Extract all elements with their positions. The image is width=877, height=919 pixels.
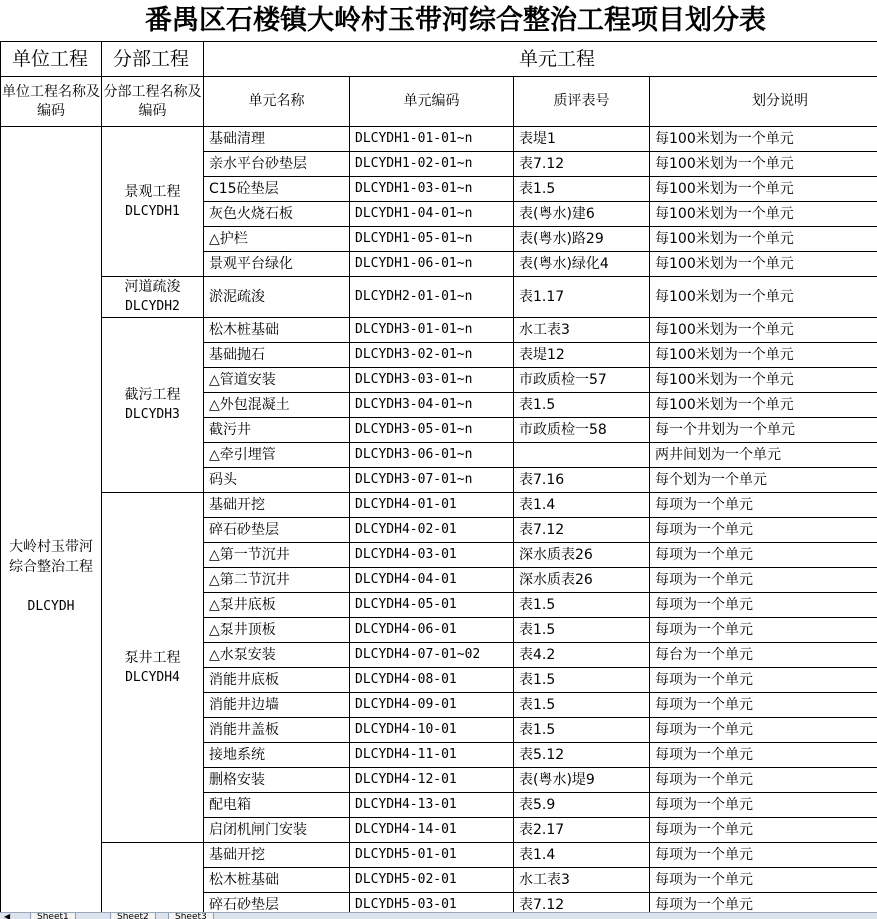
division-note-cell[interactable]: 每项为一个单元 xyxy=(650,843,877,868)
table-row xyxy=(1,318,877,343)
table-row xyxy=(1,843,877,868)
division-note-cell[interactable]: 每项为一个单元 xyxy=(650,793,877,818)
division-note-cell[interactable]: 每项为一个单元 xyxy=(650,543,877,568)
division-note-cell[interactable]: 每项为一个单元 xyxy=(650,818,877,843)
division-note-cell[interactable]: 每项为一个单元 xyxy=(650,568,877,593)
tab-first-icon[interactable]: ◀ xyxy=(4,913,14,919)
form-no-cell[interactable]: 水工表3 xyxy=(514,318,650,343)
element-code-cell[interactable]: DLCYDH4-07-01~02 xyxy=(350,643,514,668)
element-name-cell[interactable]: 亲水平台砂垫层 xyxy=(204,152,350,177)
element-name-cell[interactable]: 碎石砂垫层 xyxy=(204,893,350,913)
header-division-project[interactable]: 分部工程 xyxy=(102,42,204,77)
division-note-cell[interactable]: 每100米划为一个单元 xyxy=(650,127,877,152)
element-name-cell[interactable]: △第二节沉井 xyxy=(204,568,350,593)
element-code-cell[interactable]: DLCYDH1-04-01~n xyxy=(350,202,514,227)
sheet-tab-3[interactable]: Sheet3 xyxy=(168,913,214,919)
element-code-cell[interactable]: DLCYDH4-12-01 xyxy=(350,768,514,793)
element-code-cell[interactable]: DLCYDH3-04-01~n xyxy=(350,393,514,418)
form-no-cell[interactable]: 表1.5 xyxy=(514,668,650,693)
element-code-cell[interactable]: DLCYDH5-01-01 xyxy=(350,843,514,868)
form-no-cell[interactable]: 表2.17 xyxy=(514,818,650,843)
element-code-cell[interactable]: DLCYDH3-02-01~n xyxy=(350,343,514,368)
element-code-cell[interactable]: DLCYDH4-04-01 xyxy=(350,568,514,593)
table-row xyxy=(1,277,877,318)
form-no-cell[interactable] xyxy=(514,443,650,468)
element-code-cell[interactable]: DLCYDH2-01-01~n xyxy=(350,277,514,318)
element-name-cell[interactable]: △泵井顶板 xyxy=(204,618,350,643)
element-code-cell[interactable]: DLCYDH3-06-01~n xyxy=(350,443,514,468)
division-note-cell[interactable]: 每项为一个单元 xyxy=(650,693,877,718)
form-no-cell[interactable]: 表1.17 xyxy=(514,277,650,318)
header-division-note[interactable]: 划分说明 xyxy=(650,77,877,127)
form-no-cell[interactable]: 深水质表26 xyxy=(514,543,650,568)
division-name: 泵井工程 xyxy=(102,648,203,668)
element-code-cell[interactable]: DLCYDH5-02-01 xyxy=(350,868,514,893)
division-cell[interactable] xyxy=(102,493,204,843)
element-name-cell[interactable]: △护栏 xyxy=(204,227,350,252)
element-name-cell[interactable]: △牵引埋管 xyxy=(204,443,350,468)
element-code-cell[interactable]: DLCYDH1-06-01~n xyxy=(350,252,514,277)
table-row xyxy=(1,493,877,518)
element-code-cell[interactable]: DLCYDH3-05-01~n xyxy=(350,418,514,443)
element-code-cell[interactable]: DLCYDH3-03-01~n xyxy=(350,368,514,393)
form-no-cell[interactable]: 表1.5 xyxy=(514,393,650,418)
element-code-cell[interactable]: DLCYDH4-09-01 xyxy=(350,693,514,718)
element-name-cell[interactable]: 码头 xyxy=(204,468,350,493)
sheet-title[interactable]: 番禺区石楼镇大岭村玉带河综合整治工程项目划分表 xyxy=(1,0,877,42)
form-no-cell[interactable]: 表1.5 xyxy=(514,718,650,743)
header-element-name[interactable]: 单元名称 xyxy=(204,77,350,127)
form-no-cell[interactable]: 深水质表26 xyxy=(514,568,650,593)
element-name-cell[interactable]: 消能井盖板 xyxy=(204,718,350,743)
element-name-cell[interactable]: 基础清理 xyxy=(204,127,350,152)
unit-code: DLCYDH xyxy=(3,597,99,617)
element-name-cell[interactable]: △管道安装 xyxy=(204,368,350,393)
division-note-cell[interactable]: 每100米划为一个单元 xyxy=(650,393,877,418)
division-name: 河道疏浚 xyxy=(102,277,203,297)
division-note-cell[interactable]: 每100米划为一个单元 xyxy=(650,277,877,318)
element-name-cell[interactable]: 淤泥疏浚 xyxy=(204,277,350,318)
element-name-cell[interactable]: △外包混凝土 xyxy=(204,393,350,418)
division-note-cell[interactable]: 每项为一个单元 xyxy=(650,893,877,913)
element-name-cell[interactable]: 松木桩基础 xyxy=(204,868,350,893)
division-note-cell[interactable]: 每项为一个单元 xyxy=(650,518,877,543)
form-no-cell[interactable]: 表7.12 xyxy=(514,518,650,543)
element-name-cell[interactable]: 基础抛石 xyxy=(204,343,350,368)
element-name-cell[interactable]: △第一节沉井 xyxy=(204,543,350,568)
element-name-cell[interactable]: 启闭机闸门安装 xyxy=(204,818,350,843)
division-cell[interactable] xyxy=(102,277,204,318)
element-name-cell[interactable]: 灰色火烧石板 xyxy=(204,202,350,227)
element-name-cell[interactable]: △水泵安装 xyxy=(204,643,350,668)
form-no-cell[interactable]: 市政质检一58 xyxy=(514,418,650,443)
element-name-cell[interactable]: 松木桩基础 xyxy=(204,318,350,343)
element-code-cell[interactable]: DLCYDH4-03-01 xyxy=(350,543,514,568)
form-no-cell[interactable]: 水工表3 xyxy=(514,868,650,893)
form-no-cell[interactable]: 表1.5 xyxy=(514,593,650,618)
header-unit-name-code[interactable]: 单位工程名称及编码 xyxy=(1,77,102,127)
header-division-name-code[interactable]: 分部工程名称及编码 xyxy=(102,77,204,127)
division-cell[interactable] xyxy=(102,318,204,493)
form-no-cell[interactable]: 表堤12 xyxy=(514,343,650,368)
division-note-cell[interactable]: 每项为一个单元 xyxy=(650,593,877,618)
element-name-cell[interactable]: 配电箱 xyxy=(204,793,350,818)
division-code: DLCYDH1 xyxy=(102,202,203,222)
form-no-cell[interactable]: 表(粤水)堤9 xyxy=(514,768,650,793)
unit-name: 大岭村玉带河综合整治工程 xyxy=(3,537,99,577)
form-no-cell[interactable]: 表7.16 xyxy=(514,468,650,493)
division-code: DLCYDH4 xyxy=(102,668,203,688)
division-note-cell[interactable]: 每项为一个单元 xyxy=(650,618,877,643)
form-no-cell[interactable]: 表(粤水)路29 xyxy=(514,227,650,252)
form-no-cell[interactable]: 表5.12 xyxy=(514,743,650,768)
element-code-cell[interactable]: DLCYDH1-05-01~n xyxy=(350,227,514,252)
element-name-cell[interactable]: △泵井底板 xyxy=(204,593,350,618)
element-name-cell[interactable]: C15砼垫层 xyxy=(204,177,350,202)
table-row xyxy=(1,127,877,152)
division-cell[interactable] xyxy=(102,843,204,913)
form-no-cell[interactable]: 表(粤水)建6 xyxy=(514,202,650,227)
element-code-cell[interactable]: DLCYDH1-02-01~n xyxy=(350,152,514,177)
form-no-cell[interactable]: 表1.4 xyxy=(514,843,650,868)
header-element-project[interactable]: 单元工程 xyxy=(204,42,877,77)
element-code-cell[interactable]: DLCYDH4-08-01 xyxy=(350,668,514,693)
element-code-cell[interactable]: DLCYDH4-11-01 xyxy=(350,743,514,768)
division-name: 截污工程 xyxy=(102,385,203,405)
form-no-cell[interactable]: 表7.12 xyxy=(514,152,650,177)
header-element-code[interactable]: 单元编码 xyxy=(350,77,514,127)
element-name-cell[interactable]: 碎石砂垫层 xyxy=(204,518,350,543)
division-code: DLCYDH3 xyxy=(102,405,203,425)
element-name-cell[interactable]: 接地系统 xyxy=(204,743,350,768)
division-note-cell[interactable]: 每项为一个单元 xyxy=(650,768,877,793)
form-no-cell[interactable]: 表7.12 xyxy=(514,893,650,913)
element-code-cell[interactable]: DLCYDH3-07-01~n xyxy=(350,468,514,493)
division-cell[interactable] xyxy=(102,127,204,277)
division-note-cell[interactable]: 每项为一个单元 xyxy=(650,718,877,743)
element-name-cell[interactable]: 基础开挖 xyxy=(204,843,350,868)
element-name-cell[interactable]: 消能井底板 xyxy=(204,668,350,693)
form-no-cell[interactable]: 表1.5 xyxy=(514,693,650,718)
element-code-cell[interactable]: DLCYDH4-06-01 xyxy=(350,618,514,643)
division-note-cell[interactable]: 每个划为一个单元 xyxy=(650,468,877,493)
form-no-cell[interactable]: 市政质检一57 xyxy=(514,368,650,393)
element-code-cell[interactable]: DLCYDH4-02-01 xyxy=(350,518,514,543)
element-code-cell[interactable]: DLCYDH4-01-01 xyxy=(350,493,514,518)
element-name-cell[interactable]: 基础开挖 xyxy=(204,493,350,518)
unit-project-cell[interactable] xyxy=(1,127,102,913)
element-name-cell[interactable]: 景观平台绿化 xyxy=(204,252,350,277)
division-note-cell[interactable]: 每项为一个单元 xyxy=(650,668,877,693)
header-unit-project[interactable]: 单位工程 xyxy=(1,42,102,77)
division-code: DLCYDH2 xyxy=(102,297,203,317)
element-code-cell[interactable]: DLCYDH1-03-01~n xyxy=(350,177,514,202)
element-code-cell[interactable]: DLCYDH1-01-01~n xyxy=(350,127,514,152)
division-note-cell[interactable]: 每项为一个单元 xyxy=(650,493,877,518)
form-no-cell[interactable]: 表(粤水)绿化4 xyxy=(514,252,650,277)
element-name-cell[interactable]: 消能井边墙 xyxy=(204,693,350,718)
division-note-cell[interactable]: 每项为一个单元 xyxy=(650,743,877,768)
element-code-cell[interactable]: DLCYDH5-03-01 xyxy=(350,893,514,913)
header-form-no[interactable]: 质评表号 xyxy=(514,77,650,127)
element-name-cell[interactable]: 截污井 xyxy=(204,418,350,443)
form-no-cell[interactable]: 表1.4 xyxy=(514,493,650,518)
division-note-cell[interactable]: 每100米划为一个单元 xyxy=(650,227,877,252)
element-code-cell[interactable]: DLCYDH4-05-01 xyxy=(350,593,514,618)
form-no-cell[interactable]: 表1.5 xyxy=(514,177,650,202)
division-note-cell[interactable]: 每100米划为一个单元 xyxy=(650,368,877,393)
element-code-cell[interactable]: DLCYDH4-13-01 xyxy=(350,793,514,818)
element-code-cell[interactable]: DLCYDH4-10-01 xyxy=(350,718,514,743)
form-no-cell[interactable]: 表堤1 xyxy=(514,127,650,152)
sheet-tab-1[interactable]: Sheet1 xyxy=(30,913,76,919)
division-note-cell[interactable]: 每100米划为一个单元 xyxy=(650,252,877,277)
division-note-cell[interactable]: 每100米划为一个单元 xyxy=(650,343,877,368)
division-note-cell[interactable]: 每100米划为一个单元 xyxy=(650,202,877,227)
division-note-cell[interactable]: 每一个井划为一个单元 xyxy=(650,418,877,443)
element-name-cell[interactable]: 删格安装 xyxy=(204,768,350,793)
form-no-cell[interactable]: 表5.9 xyxy=(514,793,650,818)
division-note-cell[interactable]: 每100米划为一个单元 xyxy=(650,177,877,202)
division-note-cell[interactable]: 每100米划为一个单元 xyxy=(650,318,877,343)
form-no-cell[interactable]: 表1.5 xyxy=(514,618,650,643)
sheet-tab-2[interactable]: Sheet2 xyxy=(110,913,156,919)
division-name: 景观工程 xyxy=(102,182,203,202)
division-note-cell[interactable]: 每项为一个单元 xyxy=(650,868,877,893)
form-no-cell[interactable]: 表4.2 xyxy=(514,643,650,668)
element-code-cell[interactable]: DLCYDH4-14-01 xyxy=(350,818,514,843)
element-code-cell[interactable]: DLCYDH3-01-01~n xyxy=(350,318,514,343)
division-note-cell[interactable]: 每100米划为一个单元 xyxy=(650,152,877,177)
division-note-cell[interactable]: 两井间划为一个单元 xyxy=(650,443,877,468)
division-note-cell[interactable]: 每台为一个单元 xyxy=(650,643,877,668)
